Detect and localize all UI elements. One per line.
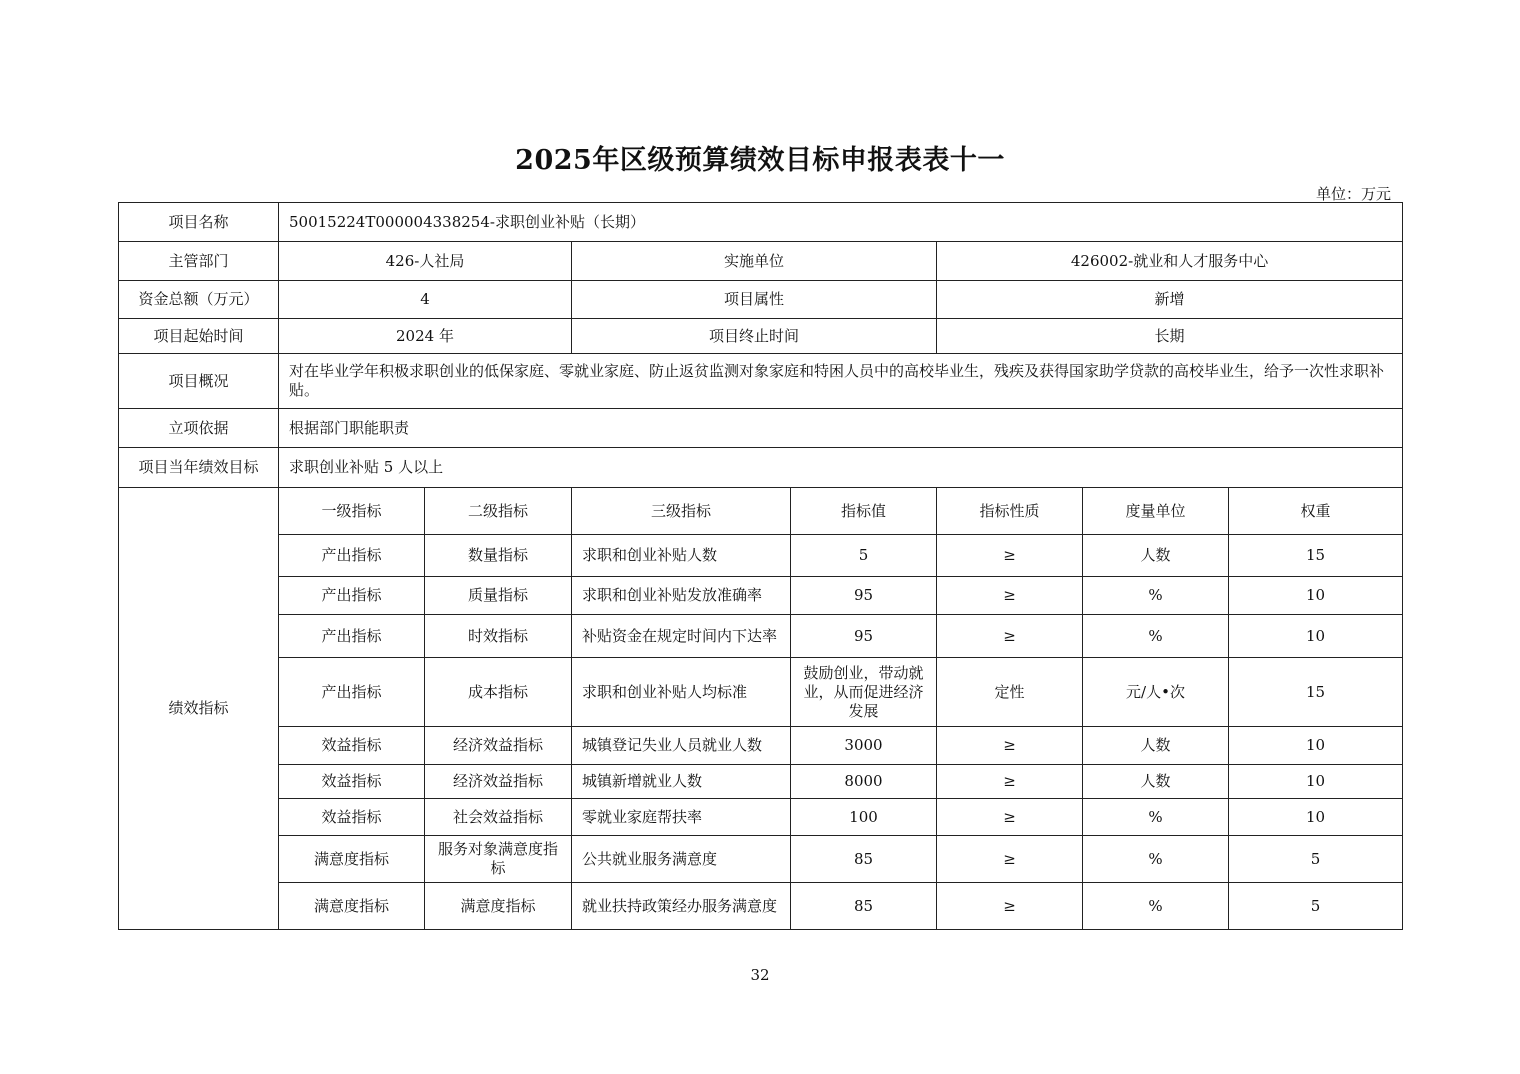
indicator-row <box>119 577 1403 615</box>
impl-label: 实施单位 <box>572 242 937 281</box>
nature-cell: 定性 <box>937 658 1083 727</box>
level2-cell: 时效指标 <box>425 615 572 658</box>
indicator-row <box>119 836 1403 883</box>
level3-cell: 补贴资金在规定时间内下达率 <box>572 615 791 658</box>
budget-form-table <box>118 202 1403 930</box>
nature-cell: ≥ <box>937 727 1083 765</box>
unit-cell: 元/人•次 <box>1083 658 1229 727</box>
header-unit: 度量单位 <box>1083 488 1229 535</box>
header-weight: 权重 <box>1229 488 1403 535</box>
indicator-row <box>119 799 1403 836</box>
weight-cell: 10 <box>1229 577 1403 615</box>
value-cell: 8000 <box>791 765 937 799</box>
page-number: 32 <box>750 966 770 984</box>
weight-cell: 15 <box>1229 658 1403 727</box>
nature-cell: ≥ <box>937 535 1083 577</box>
indicator-row <box>119 727 1403 765</box>
level2-cell: 经济效益指标 <box>425 765 572 799</box>
row-funds <box>119 281 1403 319</box>
nature-cell: ≥ <box>937 799 1083 836</box>
level3-cell: 城镇登记失业人员就业人数 <box>572 727 791 765</box>
value-cell: 3000 <box>791 727 937 765</box>
indicator-row <box>119 658 1403 727</box>
project-name-value: 50015224T000004338254-求职创业补贴（长期） <box>279 203 1403 242</box>
level1-cell: 产出指标 <box>279 577 425 615</box>
attr-value: 新增 <box>937 281 1403 319</box>
value-cell: 95 <box>791 577 937 615</box>
indicator-row <box>119 615 1403 658</box>
nature-cell: ≥ <box>937 615 1083 658</box>
overview-label: 项目概况 <box>119 354 279 409</box>
level3-cell: 公共就业服务满意度 <box>572 836 791 883</box>
level1-cell: 满意度指标 <box>279 836 425 883</box>
project-name-label: 项目名称 <box>119 203 279 242</box>
weight-cell: 10 <box>1229 799 1403 836</box>
nature-cell: ≥ <box>937 577 1083 615</box>
value-cell: 85 <box>791 883 937 930</box>
indicators-label: 绩效指标 <box>119 488 279 930</box>
weight-cell: 10 <box>1229 765 1403 799</box>
level1-cell: 产出指标 <box>279 615 425 658</box>
value-cell: 95 <box>791 615 937 658</box>
value-cell: 100 <box>791 799 937 836</box>
end-value: 长期 <box>937 319 1403 354</box>
header-level1: 一级指标 <box>279 488 425 535</box>
level1-cell: 满意度指标 <box>279 883 425 930</box>
unit-cell: 人数 <box>1083 727 1229 765</box>
unit-cell: % <box>1083 799 1229 836</box>
level3-cell: 求职和创业补贴人均标准 <box>572 658 791 727</box>
level2-cell: 经济效益指标 <box>425 727 572 765</box>
level2-cell: 满意度指标 <box>425 883 572 930</box>
indicator-header-row <box>119 488 1403 535</box>
row-overview <box>119 354 1403 409</box>
row-time <box>119 319 1403 354</box>
header-level3: 三级指标 <box>572 488 791 535</box>
level1-cell: 产出指标 <box>279 658 425 727</box>
row-department <box>119 242 1403 281</box>
attr-label: 项目属性 <box>572 281 937 319</box>
level1-cell: 效益指标 <box>279 765 425 799</box>
level2-cell: 成本指标 <box>425 658 572 727</box>
level3-cell: 城镇新增就业人数 <box>572 765 791 799</box>
indicator-row <box>119 765 1403 799</box>
level3-cell: 求职和创业补贴人数 <box>572 535 791 577</box>
funds-label: 资金总额（万元） <box>119 281 279 319</box>
dept-value: 426-人社局 <box>279 242 572 281</box>
header-nature: 指标性质 <box>937 488 1083 535</box>
unit-cell: 人数 <box>1083 765 1229 799</box>
level2-cell: 服务对象满意度指标 <box>425 836 572 883</box>
row-basis <box>119 409 1403 448</box>
level1-cell: 产出指标 <box>279 535 425 577</box>
indicator-row <box>119 535 1403 577</box>
unit-cell: % <box>1083 615 1229 658</box>
value-cell: 85 <box>791 836 937 883</box>
level2-cell: 社会效益指标 <box>425 799 572 836</box>
funds-value: 4 <box>279 281 572 319</box>
value-cell: 鼓励创业，带动就业，从而促进经济发展 <box>791 658 937 727</box>
level2-cell: 质量指标 <box>425 577 572 615</box>
goal-value: 求职创业补贴 5 人以上 <box>279 448 1403 488</box>
weight-cell: 5 <box>1229 836 1403 883</box>
basis-value: 根据部门职能职责 <box>279 409 1403 448</box>
overview-value: 对在毕业学年积极求职创业的低保家庭、零就业家庭、防止返贫监测对象家庭和特困人员中的高校毕业生，残疾及获得国家助学贷款的高校毕业生，给予一次性求职补贴。 <box>279 354 1403 409</box>
level2-cell: 数量指标 <box>425 535 572 577</box>
unit-label: 单位：万元 <box>1315 185 1391 203</box>
nature-cell: ≥ <box>937 883 1083 930</box>
level1-cell: 效益指标 <box>279 727 425 765</box>
unit-cell: % <box>1083 836 1229 883</box>
end-label: 项目终止时间 <box>572 319 937 354</box>
start-label: 项目起始时间 <box>119 319 279 354</box>
page-title: 2025年区级预算绩效目标申报表表十一 <box>515 145 1005 176</box>
unit-cell: % <box>1083 883 1229 930</box>
start-value: 2024 年 <box>279 319 572 354</box>
weight-cell: 10 <box>1229 727 1403 765</box>
basis-label: 立项依据 <box>119 409 279 448</box>
level3-cell: 求职和创业补贴发放准确率 <box>572 577 791 615</box>
level1-cell: 效益指标 <box>279 799 425 836</box>
weight-cell: 5 <box>1229 883 1403 930</box>
goal-label: 项目当年绩效目标 <box>119 448 279 488</box>
row-goal <box>119 448 1403 488</box>
indicator-row <box>119 883 1403 930</box>
level3-cell: 就业扶持政策经办服务满意度 <box>572 883 791 930</box>
impl-value: 426002-就业和人才服务中心 <box>937 242 1403 281</box>
nature-cell: ≥ <box>937 765 1083 799</box>
unit-cell: 人数 <box>1083 535 1229 577</box>
header-value: 指标值 <box>791 488 937 535</box>
weight-cell: 10 <box>1229 615 1403 658</box>
unit-cell: % <box>1083 577 1229 615</box>
weight-cell: 15 <box>1229 535 1403 577</box>
dept-label: 主管部门 <box>119 242 279 281</box>
level3-cell: 零就业家庭帮扶率 <box>572 799 791 836</box>
header-level2: 二级指标 <box>425 488 572 535</box>
row-project-name <box>119 203 1403 242</box>
nature-cell: ≥ <box>937 836 1083 883</box>
value-cell: 5 <box>791 535 937 577</box>
